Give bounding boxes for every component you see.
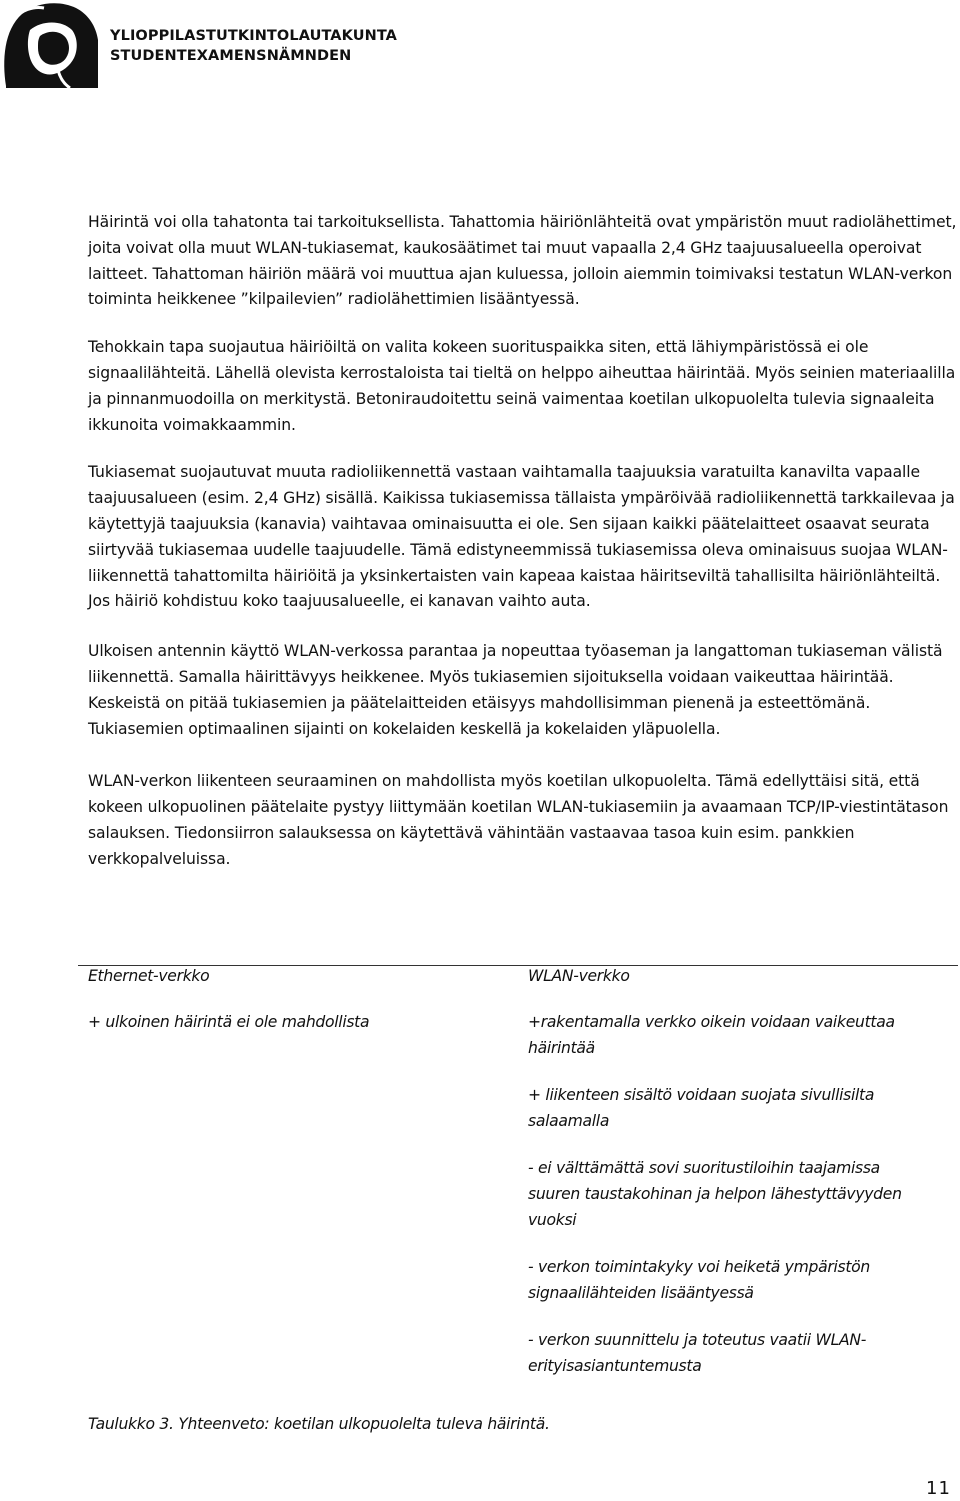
table-item: - ei välttämättä sovi suoritustiloihin taajamissa suuren taustakohinan ja helpon lähestyttävyyden vuoksi xyxy=(528,1159,902,1229)
paragraph-traffic-monitoring: WLAN-verkon liikenteen seuraaminen on mahdollista myös koetilan ulkopuolelta. Tämä edellyttäisi sitä, että kokeen ulkopuolinen päätelaite pystyy liittymään koetilan WLAN-tukiasemiin ja avaamaan TCP/IP-viestintätason salauksen. Tiedonsiirron salauksessa on käytettävä vähintään vastaavaa tasoa kuin esim. pankkien verkkopalveluissa. xyxy=(88,772,949,868)
table-caption: Taulukko 3. Yhteenveto: koetilan ulkopuolelta tuleva häirintä. xyxy=(88,1415,550,1433)
table-item: +rakentamalla verkko oikein voidaan vaikeuttaa häirintää xyxy=(528,1013,895,1057)
table-item: - verkon toimintakyky voi heiketä ympäristön signaalilähteiden lisääntyessä xyxy=(528,1258,870,1302)
table-item: + ulkoinen häirintä ei ole mahdollista xyxy=(88,1013,370,1031)
table-column-ethernet xyxy=(88,963,488,1056)
table-item: - verkon suunnittelu ja toteutus vaatii WLAN-erityisasiantuntemusta xyxy=(528,1331,867,1375)
page-number: 11 xyxy=(926,1478,951,1499)
paragraph-channel-switching: Tukiasemat suojautuvat muuta radioliikennettä vastaan vaihtamalla taajuuksia varatuilta kanavilta vapaalle taajuusalueen (esim. 2,4 GHz) sisällä. Kaikissa tukiasemissa tällaista ympäröivää radioliikennettä tarkkailevaa ja käytettyjä taajuuksia (kanavia) vaihtavaa ominaisuutta ei ole. Sen sijaan kaikki päätelaitteet osaavat seurata siirtyvää tukiasemaa uudelle taajuudelle. Tämä edistyneemmissä tukiasemissa oleva ominaisuus suojaa WLAN-liikennettä tahattomilta häiriöitä ja yksinkertaisten vain kapeaa kaistaa häiritseviltä tahallisilta häiriönlähteiltä. Jos häiriö kohdistuu koko taajuusalueelle, ei kanavan vaihto auta. xyxy=(88,463,955,611)
paragraph-external-antenna: Ulkoisen antennin käyttö WLAN-verkossa parantaa ja nopeuttaa työaseman ja langattoman tukiaseman välistä liikennettä. Samalla häirittävyys heikkenee. Myös tukiasemien sijoituksella voidaan vaikeuttaa häirintää. Keskeistä on pitää tukiasemien ja päätelaitteiden etäisyys mahdollisimman pienenä ja esteettömänä. Tukiasemien optimaalinen sijainti on kokelaiden keskellä ja kokelaiden yläpuolella. xyxy=(88,642,943,738)
page-header xyxy=(0,0,960,90)
paragraph-interference-types: Häirintä voi olla tahatonta tai tarkoituksellista. Tahattomia häiriönlähteitä ovat ympäristön muut radiolähettimet, joita voivat olla muut WLAN-tukiasemat, kaukosäätimet tai muut vapaalla 2,4 GHz taajuusalueella operoivat laitteet. Tahattoman häiriön määrä voi muuttua ajan kuluessa, jolloin aiemmin toimivaksi testatun WLAN-verkon toiminta heikkenee ”kilpailevien” radiolähettimien lisääntyessä. xyxy=(88,213,957,309)
organization-name-finnish: YLIOPPILASTUTKINTOLAUTAKUNTA xyxy=(110,28,398,44)
table-header-ethernet: Ethernet-verkko xyxy=(88,967,210,985)
table-item: + liikenteen sisältö voidaan suojata sivullisilta salaamalla xyxy=(528,1086,875,1130)
paragraph-protection-location: Tehokkain tapa suojautua häiriöiltä on valita kokeen suorituspaikka siten, että lähiympäristössä ei ole signaalilähteitä. Lähellä olevista kerrostaloista tai tieltä on helppo aiheuttaa häirintää. Myös seinien materiaalilla ja pinnanmuodoilla on merkitystä. Betoniraudoitettu seinä vaimentaa koetilan ulkopuolelta tulevia signaaleita ikkunoita voimakkaammin. xyxy=(88,338,956,434)
table-column-wlan xyxy=(528,963,928,1400)
body-text xyxy=(88,210,958,895)
organization-name-swedish: STUDENTEXAMENSNÄMNDEN xyxy=(110,48,352,64)
table-header-wlan: WLAN-verkko xyxy=(528,967,630,985)
minerva-head-logo-icon xyxy=(0,0,100,88)
organization-name xyxy=(110,26,397,66)
